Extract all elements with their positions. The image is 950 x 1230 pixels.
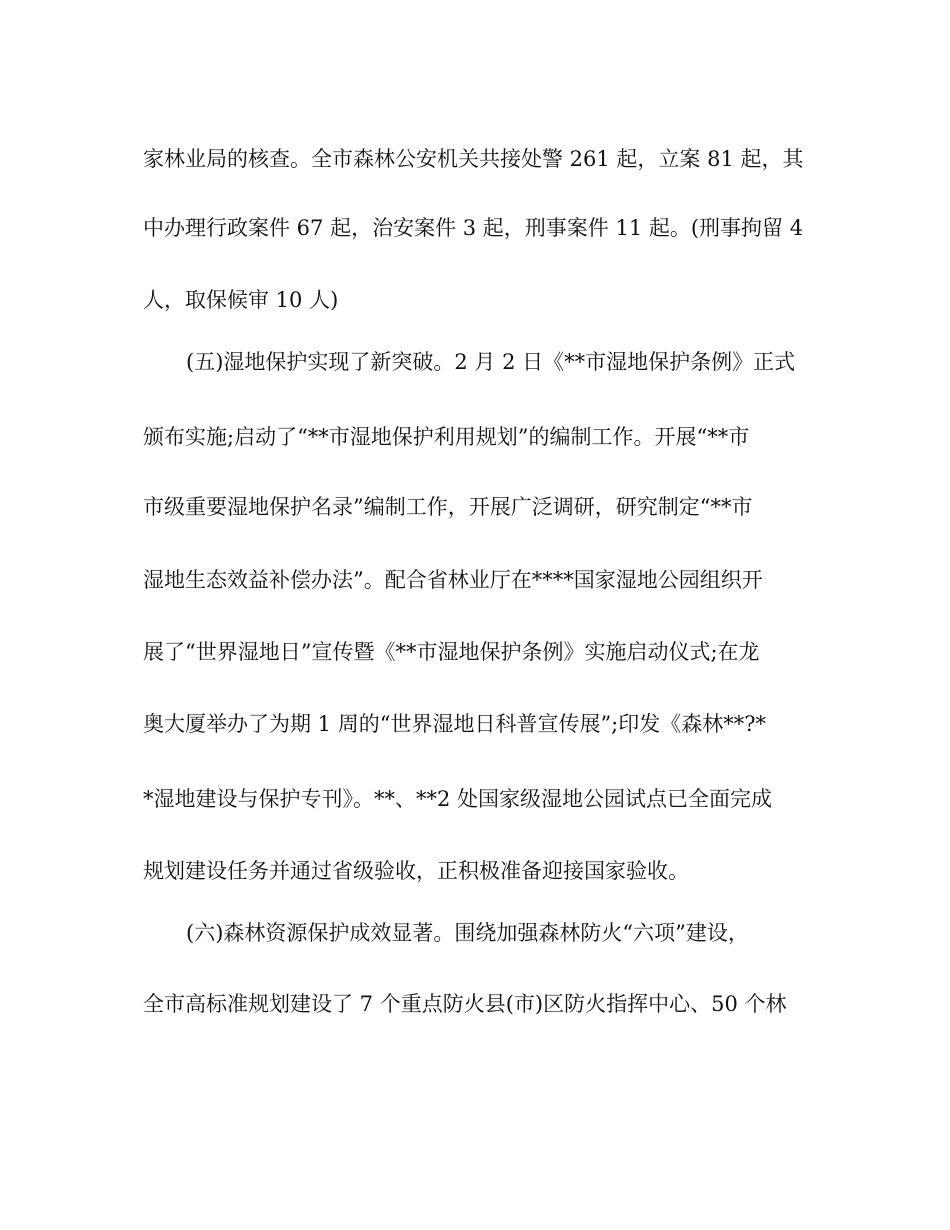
paragraph-line: 展了“世界湿地日”宣传暨《**市湿地保护条例》实施启动仪式;在龙 <box>143 640 760 664</box>
paragraph-line: 奥大厦举办了为期 1 周的“世界湿地日科普宣传展”;印发《森林**?* <box>143 712 767 736</box>
paragraph-heading-line: (五)湿地保护实现了新突破。2 月 2 日《**市湿地保护条例》正式 <box>186 350 796 374</box>
paragraph-line: 家林业局的核查。全市森林公安机关共接处警 261 起，立案 81 起，其 <box>143 147 804 171</box>
paragraph-line: 湿地生态效益补偿办法”。配合省林业厅在****国家湿地公园组织开 <box>143 568 763 592</box>
paragraph-line: 规划建设任务并通过省级验收，正积极准备迎接国家验收。 <box>143 859 689 883</box>
paragraph-line: 全市高标准规划建设了 7 个重点防火县(市)区防火指挥中心、50 个林 <box>143 992 787 1016</box>
paragraph-heading-line: (六)森林资源保护成效显著。围绕加强森林防火“六项”建设， <box>186 921 749 945</box>
paragraph-line: 市级重要湿地保护名录”编制工作，开展广泛调研，研究制定“**市 <box>143 495 753 519</box>
paragraph-line: 颁布实施;启动了“**市湿地保护利用规划”的编制工作。开展“**市 <box>143 425 750 449</box>
paragraph-line: 人，取保候审 10 人) <box>143 288 339 312</box>
paragraph-line: 中办理行政案件 67 起，治安案件 3 起，刑事案件 11 起。(刑事拘留 4 <box>143 216 804 240</box>
paragraph-line: *湿地建设与保护专刊》。**、**2 处国家级湿地公园试点已全面完成 <box>143 787 773 811</box>
